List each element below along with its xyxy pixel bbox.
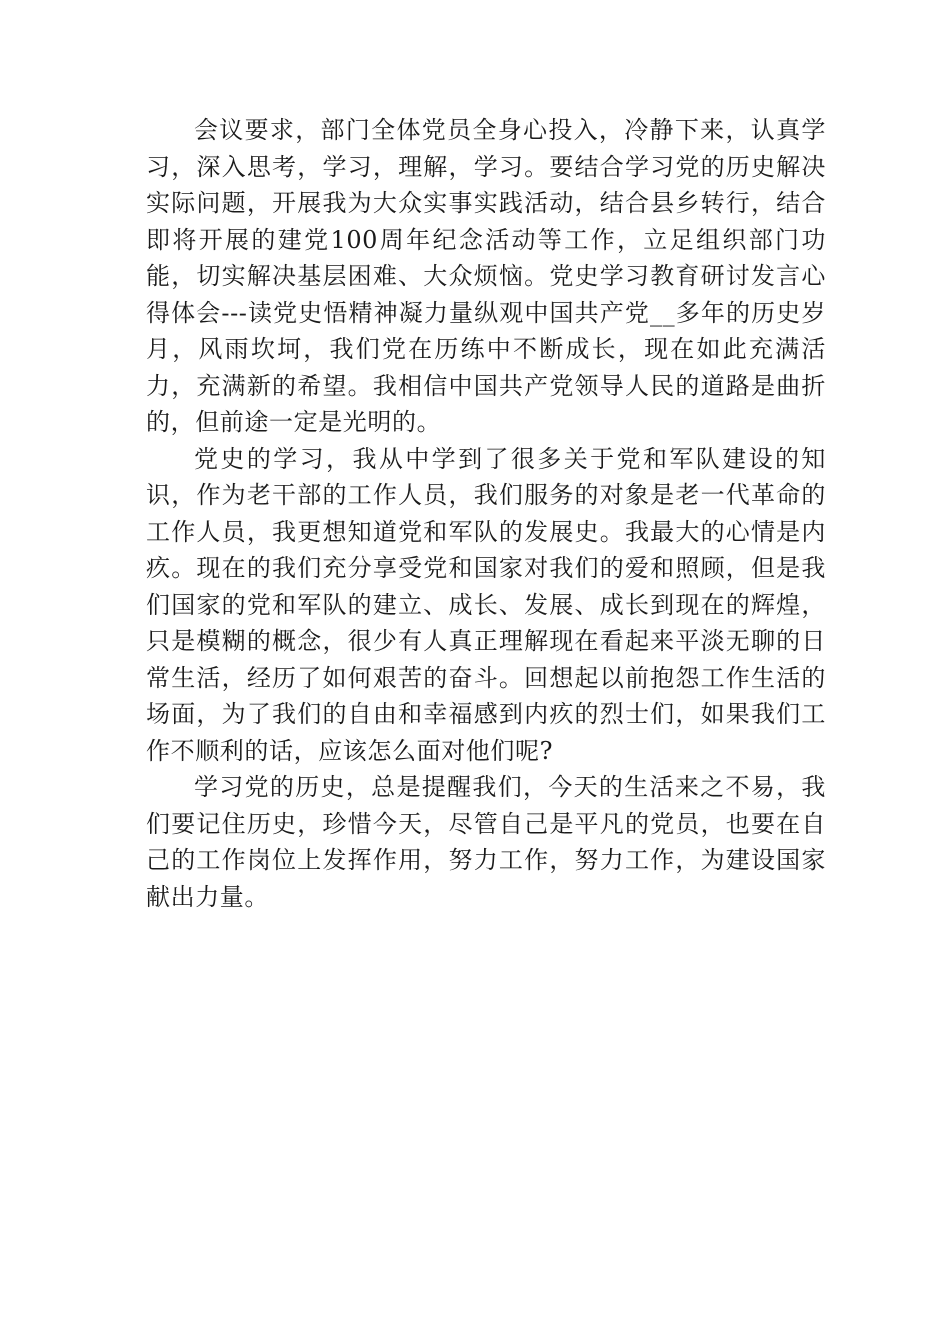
document-body <box>146 112 826 915</box>
paragraph-2: 党史的学习，我从中学到了很多关于党和军队建设的知识，作为老干部的工作人员，我们服务的对象是老一代革命的工作人员，我更想知道党和军队的发展史。我最大的心情是内疚。现在的我们充分享受党和国家对我们的爱和照顾，但是我们国家的党和军队的建立、成长、发展、成长到现在的辉煌，只是模糊的概念，很少有人真正理解现在看起来平淡无聊的日常生活，经历了如何艰苦的奋斗。回想起以前抱怨工作生活的场面，为了我们的自由和幸福感到内疚的烈士们，如果我们工作不顺利的话，应该怎么面对他们呢? <box>146 444 826 765</box>
paragraph-1: 会议要求，部门全体党员全身心投入，冷静下来，认真学习，深入思考，学习，理解，学习。要结合学习党的历史解决实际问题，开展我为大众实事实践活动，结合县乡转行，结合即将开展的建党100周年纪念活动等工作，立足组织部门功能，切实解决基层困难、大众烦恼。党史学习教育研讨发言心得体会---读党史悟精神凝力量纵观中国共产党__多年的历史岁月，风雨坎坷，我们党在历练中不断成长，现在如此充满活力，充满新的希望。我相信中国共产党领导人民的道路是曲折的，但前途一定是光明的。 <box>146 116 826 436</box>
paragraph-3: 学习党的历史，总是提醒我们，今天的生活来之不易，我们要记住历史，珍惜今天，尽管自己是平凡的党员，也要在自己的工作岗位上发挥作用，努力工作，努力工作，为建设国家献出力量。 <box>146 773 826 911</box>
